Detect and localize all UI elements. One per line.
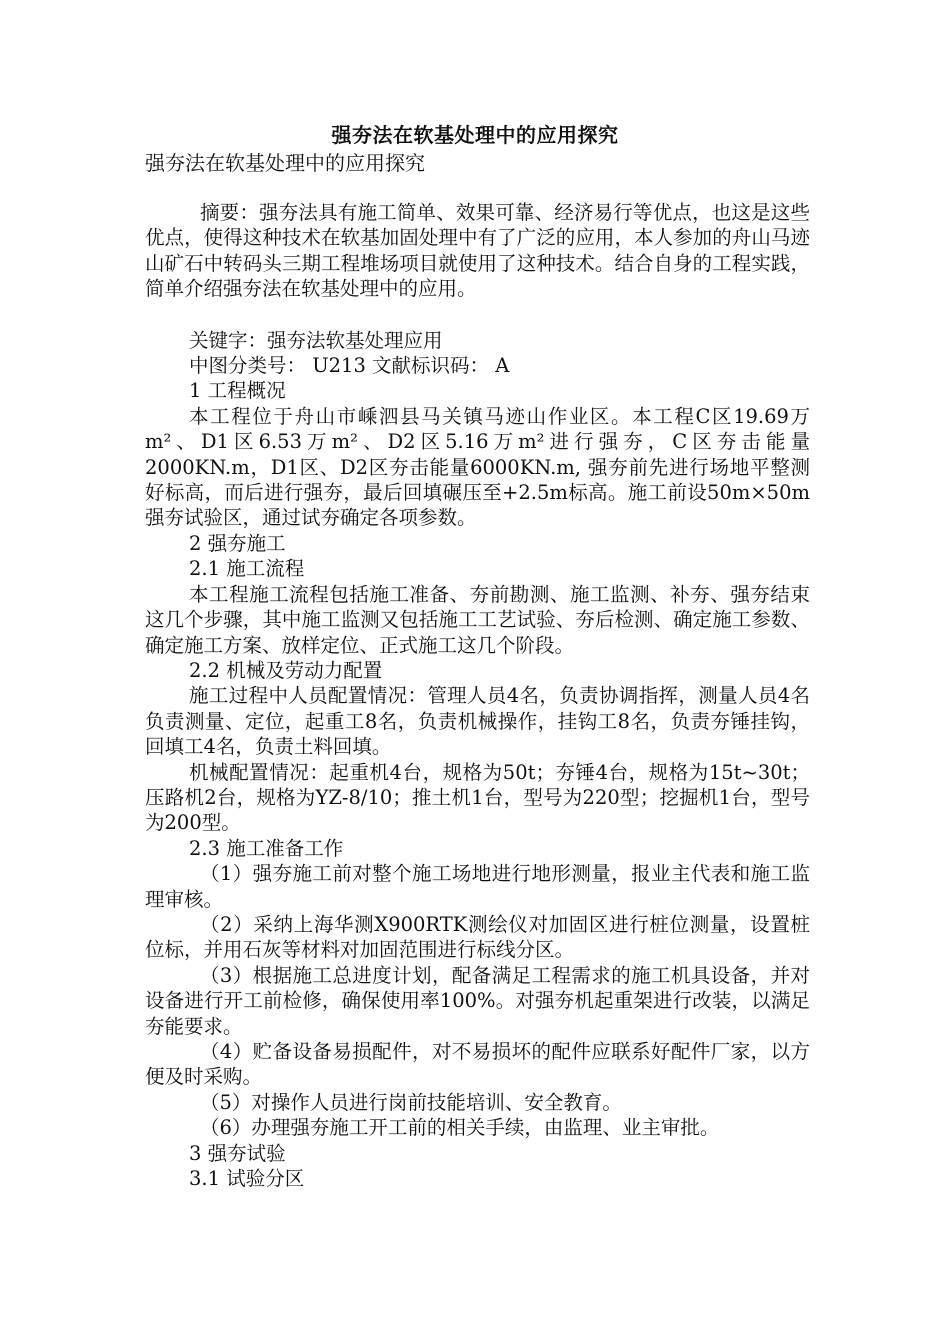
prep-item: （1）强夯施工前对整个施工场地进行地形测量，报业主代表和施工监理审核。 [145,862,810,911]
document-body [145,200,810,1191]
section-3-1-heading: 3.1 试验分区 [189,1167,305,1191]
machinery-paragraph: 机械配置情况：起重机4台，规格为50t；夯锤4台，规格为15t~30t；压路机2台，规格为YZ-8/10；推土机1台，型号为220型；挖掘机1台，型号为200型。 [145,760,810,835]
prep-item: （6）办理强夯施工开工前的相关手续，由监理、业主审批。 [200,1116,720,1140]
prep-item: （3）根据施工总进度计划，配备满足工程需求的施工机具设备，并对设备进行开工前检修，确保使用率100%。对强夯机起重架进行改装，以满足夯能要求。 [145,963,810,1038]
keywords-line: 关键字：强夯法软基处理应用 [189,328,443,352]
staffing-paragraph: 施工过程中人员配置情况：管理人员4名，负责协调指挥，测量人员4名负责测量、定位，起重工8名，负责机械操作，挂钩工8名，负责夯锤挂钩，回填工4名，负责土料回填。 [145,684,810,759]
spacer [145,302,810,328]
prep-item: （2）采纳上海华测X900RTK测绘仪对加固区进行桩位测量，设置桩位标，并用石灰等材料对加固范围进行标线分区。 [145,912,810,962]
document-title: 强夯法在软基处理中的应用探究 [331,123,619,147]
prep-item: （4）贮备设备易损配件，对不易损坏的配件应联系好配件厂家，以方便及时采购。 [145,1040,810,1089]
prep-item: （5）对操作人员进行岗前技能培训、安全教育。 [200,1090,622,1114]
document-subtitle: 强夯法在软基处理中的应用探究 [145,151,425,175]
section-2-heading: 2 强夯施工 [189,531,286,555]
section-3-heading: 3 强夯试验 [189,1141,286,1165]
section-1-paragraph: 本工程位于舟山市嵊泗县马关镇马迹山作业区。本工程C区19.69万m²、D1区6.53万m²、D2区5.16万m²进行强夯，C区夯击能量2000KN.m，D1区、D2区夯击能量6000KN.m, 强夯前先进行场地平整测好标高，而后进行强夯，最后回填碾压至+2.5m标高。施工前设50m×50m强夯试验区，通过试夯确定各项参数。 [145,404,810,530]
section-1-heading: 1 工程概况 [189,379,286,403]
classification-line: 中图分类号： U213 文献标识码： A [189,354,510,378]
section-2-1-heading: 2.1 施工流程 [189,557,305,581]
section-2-2-heading: 2.2 机械及劳动力配置 [189,658,383,682]
section-2-1-paragraph: 本工程施工流程包括施工准备、夯前勘测、施工监测、补夯、强夯结束这几个步骤，其中施工监测又包括施工工艺试验、夯后检测、确定施工参数、确定施工方案、放样定位、正式施工这几个阶段。 [145,582,810,657]
section-2-3-heading: 2.3 施工准备工作 [189,836,344,860]
abstract-paragraph: 摘要：强夯法具有施工简单、效果可靠、经济易行等优点，也这是这些优点，使得这种技术在软基加固处理中有了广泛的应用，本人参加的舟山马迹山矿石中转码头三期工程堆场项目就使用了这种技术。结合自身的工程实践，简单介绍强夯法在软基处理中的应用。 [145,201,810,301]
